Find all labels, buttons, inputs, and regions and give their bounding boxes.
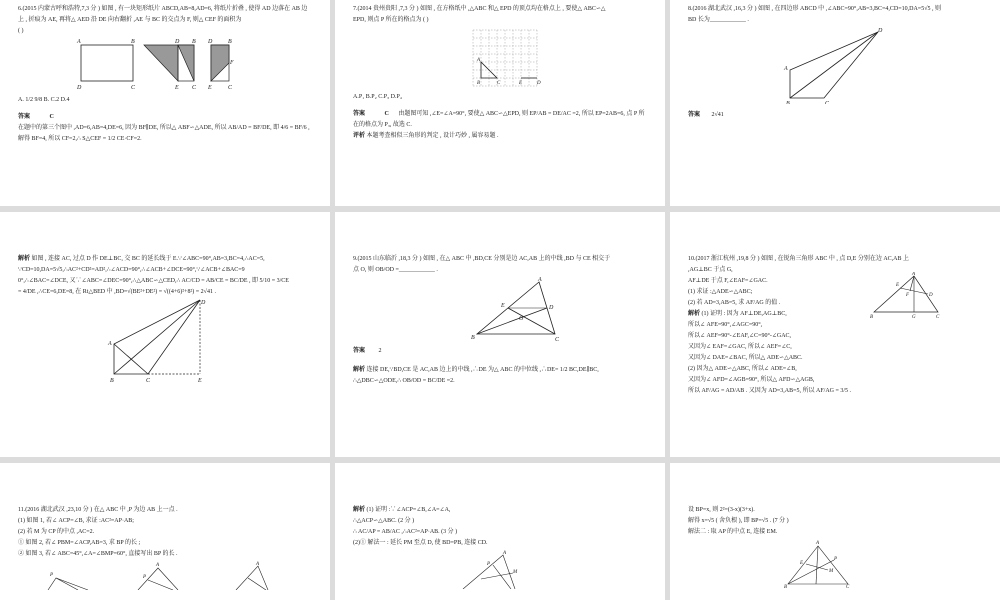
comment-text: 本题考查相似三角形的判定 , 设计巧妙 , 属容易题 . (366, 133, 499, 139)
question-8-text: 8.(2016 湖北武汉 ,16,3 分 ) 如图 , 在四边形 ABCD 中 ,∠ABC=90°,AB=3,BC=4,CD=10,DA=5√5 , 则 (688, 6, 941, 12)
page-question-10 (670, 212, 1000, 457)
answer-label: 答案 (353, 111, 366, 117)
svg-text:D: D (929, 293, 933, 298)
svg-text:F: F (906, 293, 910, 298)
svg-text:C: C (497, 81, 501, 86)
quadrilateral-figure (688, 26, 978, 104)
svg-text:B: B (786, 101, 790, 104)
svg-text:E: E (175, 85, 179, 91)
question-8-text-b: BD 长为____________ . (688, 17, 749, 23)
answer-label: 答案 (18, 114, 31, 120)
question-9-text-b: 点 O, 则 OB/OD =____________ . (353, 267, 438, 273)
svg-text:D: D (878, 28, 883, 34)
solution-step-7: 又因为∠ AFD=∠AGB=90°, 所以△ AFD∽△AGB, (688, 377, 815, 383)
page-solution-11b (670, 463, 1000, 600)
svg-text:M: M (829, 569, 834, 574)
svg-text:F: F (230, 60, 234, 66)
solution-line-2: 解得 x=√5 ( 舍负根 ), 即 BP=√5 . (7 分 ) (688, 518, 789, 524)
page-question-7 (335, 0, 665, 206)
solution-step-4: 又因为∠ EAF=∠GAC, 所以∠ AEF=∠C, (688, 344, 792, 350)
svg-text:E: E (896, 283, 900, 288)
question-6-paren: ( ) (18, 28, 24, 34)
triangle-medians-figure (353, 276, 643, 342)
solution-step-3: 所以∠ AEF=90°-∠EAF,∠C=90°-∠GAC, (688, 333, 792, 339)
svg-text:O: O (519, 316, 524, 322)
page-question-6 (0, 0, 330, 206)
solution-line-1: 如图 , 连接 AC, 过点 D 作 DE⊥BC, 交 BC 的延长线于 E.∵∠ABC=90°,AB=3,BC=4,∴AC=5, (31, 256, 265, 262)
answer-value: C (49, 114, 54, 120)
svg-text:B: B (477, 81, 481, 86)
svg-text:B: B (228, 39, 232, 45)
svg-text:C: C (825, 101, 830, 104)
svg-text:A: A (477, 58, 481, 63)
solution-line-3: ∴ AC/AP = AB/AC ,∴AC²=AP·AB. (3 分 ) (353, 529, 458, 535)
svg-text:A: A (156, 563, 160, 568)
solution-label: 解析 (353, 507, 366, 513)
svg-text:D: D (208, 39, 213, 45)
page-question-9 (335, 212, 665, 457)
solution-line-3: 0°,∴∠BAC=∠DCE, 又∵∠ABC=∠DEC=90°,∴△ABC∽△CED,∴ AC/CD = AB/CE = BC/DE , 即 5/10 = 3/CE (18, 278, 289, 284)
solution-line-1: 连接 DE,∵BD,CE 是 AC,AB 边上的中线 ,∴DE 为△ ABC 的中位线 ,∴DE= 1/2 BC,DE∥BC, (366, 367, 599, 373)
solution-line-4: (2)① 解法一 : 延长 PM 至点 D, 使 BD=PB, 连接 CD. (353, 540, 488, 546)
solution-step-1: (1) 证明 : 因为 AF⊥DE,AG⊥BC, (701, 311, 787, 317)
svg-text:B: B (784, 585, 788, 588)
question-7-text: 7.(2014 贵州贵阳 ,7,3 分 ) 如图 , 在方格纸中 ,△ABC 和△ EPD 的顶点均在格点上 , 要使△ ABC∽△ (353, 6, 606, 12)
svg-text:B: B (110, 378, 114, 384)
question-6-options: A. 1/2 9/8 B. C.2 D.4 (18, 97, 70, 103)
page-solution-11a (335, 463, 665, 600)
page-question-11 (0, 463, 330, 600)
svg-text:D: D (537, 81, 541, 86)
svg-text:B: B (192, 39, 196, 45)
svg-text:B: B (131, 39, 135, 45)
question-6-explanation: 在题中的第三个图中 ,AD=6,AB=4,DE=6, 因为 BF∥DE, 所以△ ABF∽△ADE, 所以 AB/AD = BF/DE, 即 4/6 = BF/6 , 解得 BF=4, 所以 CF=2,∴ S△CEF = 1/2 CE·CF=2. (18, 125, 310, 142)
svg-text:D: D (77, 85, 82, 91)
svg-text:A: A (912, 272, 916, 277)
solution-label: 解析 (353, 367, 366, 373)
svg-text:C: C (936, 315, 940, 320)
acute-triangle-figure (870, 272, 950, 320)
svg-text:E: E (800, 561, 804, 566)
svg-text:A: A (503, 551, 507, 556)
question-9-text: 9.(2015 山东临沂 ,18,3 分 ) 如图 , 在△ ABC 中 ,BD,CE 分别是边 AC,AB 上的中线 ,BD 与 CE 相交于 (353, 256, 611, 262)
solution-step-8: 所以 AF/AG = AD/AB . 又因为 AD=3,AB=5, 所以 AF/AG = 3/5 . (688, 388, 852, 394)
answer-label: 答案 (688, 112, 701, 118)
answer-value: C (384, 111, 389, 117)
svg-text:A: A (108, 341, 112, 347)
question-11-line-3: ① 如图 2, 若∠ PBM=∠ACP,AB=3, 求 BP 的长 ; (18, 540, 141, 546)
solution-label: 解析 (688, 311, 701, 317)
solution-step-6: (2) 因为△ ADE∽△ABC, 所以∠ ADE=∠B, (688, 366, 797, 372)
question-11-line-4: ② 如图 3, 若∠ ABC=45°,∠A=∠BMP=60°, 直接写出 BP 的长 . (18, 551, 178, 557)
solution-step-2: 所以∠ AFE=90°,∠AGC=90°, (688, 322, 763, 328)
svg-text:P: P (50, 573, 54, 578)
solution-line-4: = 4/DE ,∴CE=6,DE=8, 在 Rt△BED 中 ,BD=√(BE²+DE²) = √((4+6)²+8²) = 2√41 . (18, 289, 216, 295)
svg-text:B: B (870, 315, 874, 320)
svg-text:B: B (471, 335, 475, 341)
page-solution-8 (0, 212, 330, 457)
svg-text:E: E (519, 81, 523, 86)
page-question-8 (670, 0, 1000, 206)
svg-text:C: C (192, 85, 197, 91)
svg-text:C: C (228, 85, 233, 91)
svg-text:A: A (784, 66, 788, 72)
svg-text:M: M (513, 570, 518, 575)
question-7-explanation: 由题图可知 ,∠E=∠A=90°, 要使△ ABC∽△EPD, 则 EP/AB = DE/AC =2, 所以 EP=2AB=6, 点 P 所在的格点为 P₃, 故选 C. (353, 111, 645, 128)
svg-text:C: C (846, 585, 850, 588)
question-7-options: A.P₁ B.P₂ C.P₃ D.P₄ (353, 94, 402, 100)
question-11-figures (18, 560, 308, 590)
svg-text:D: D (175, 39, 180, 45)
svg-text:A: A (816, 541, 820, 546)
svg-text:C: C (131, 85, 136, 91)
svg-text:D: D (201, 300, 206, 306)
solution-line-1: (1) 证明 :∵∠ACP=∠B,∠A=∠A, (366, 507, 451, 513)
solution-line-2: ∴△ACP∽△ABC. (2 分 ) (353, 518, 415, 524)
svg-text:C: C (555, 337, 560, 342)
svg-text:A: A (77, 39, 81, 45)
svg-text:P: P (487, 562, 491, 567)
question-11-line-2: (2) 若 M 为 CP 的中点 ,AC=2. (18, 529, 95, 535)
svg-text:C: C (146, 378, 151, 384)
question-10-text: 10.(2017 浙江杭州 ,19,8 分 ) 如图 , 在锐角三角形 ABC 中 , 点 D,E 分别在边 AC,AB 上 ,AG⊥BC 于点 G, (688, 256, 910, 273)
solution-line-3: 解法二 : 取 AP 的中点 E, 连接 EM. (688, 529, 778, 535)
svg-text:G: G (912, 315, 916, 320)
solution-11-figure (353, 549, 643, 589)
svg-text:P: P (143, 575, 147, 580)
svg-text:D: D (549, 305, 554, 311)
svg-text:A: A (256, 562, 260, 567)
comment-label: 评析 (353, 133, 366, 139)
question-11-text: 11.(2016 湖北武汉 ,23,10 分 ) 在△ ABC 中 ,P 为边 AB 上一点 . (18, 507, 178, 513)
svg-text:E: E (198, 378, 202, 384)
folding-figure (18, 37, 308, 95)
solution-figure (18, 298, 308, 384)
solution-step-5: 又因为∠ DAE=∠BAC, 所以△ ADE∽△ABC. (688, 355, 803, 361)
svg-text:A: A (538, 277, 542, 283)
grid-figure (353, 26, 643, 92)
svg-text:E: E (208, 85, 212, 91)
question-10-line-1: AF⊥DE 于点 F,∠EAF=∠GAC. (688, 278, 768, 284)
solution-line-1: 设 BP=x, 则 2²=(3-x)(3+x). (688, 507, 755, 513)
answer-label: 答案 (353, 348, 366, 354)
question-10-part-1: (1) 求证 :△ADE∽△ABC; (688, 289, 753, 295)
question-11-line-1: (1) 如图 1, 若∠ ACP=∠B, 求证 :AC²=AP·AB; (18, 518, 134, 524)
question-7-text-b: EPD, 则点 P 所在的格点为 ( ) (353, 17, 429, 23)
solution-line-2: ∴△DBC∽△ODE,∴ OB/OD = BC/DE =2. (353, 378, 455, 384)
answer-value: 2√41 (711, 112, 724, 118)
question-6-text: 6.(2015 内蒙古呼和浩特,7,3 分 ) 如图 , 有一块矩形纸片 ABCD,AB=8,AD=6, 将纸片折叠 , 使得 AD 边落在 AB 边上 , 折痕为 AE, 再将△ AED 沿 DE 向右翻折 ,AE 与 BC 的交点为 F, 则△ CEF 的面积为 (18, 6, 308, 23)
svg-text:P: P (834, 557, 838, 562)
solution-label: 解析 (18, 256, 31, 262)
answer-value: 2 (378, 348, 382, 354)
svg-text:E: E (501, 303, 505, 309)
solution-line-2: ∵CD=10,DA=5√5,∴AC²+CD²=AD²,∴∠ACD=90°,∴∠ACB+∠DCE=90°,∵∠ACB+∠BAC=9 (18, 267, 245, 273)
solution-11-figure-2 (688, 538, 978, 588)
question-10-part-2: (2) 若 AD=3,AB=5, 求 AF/AG 的值 . (688, 300, 781, 306)
